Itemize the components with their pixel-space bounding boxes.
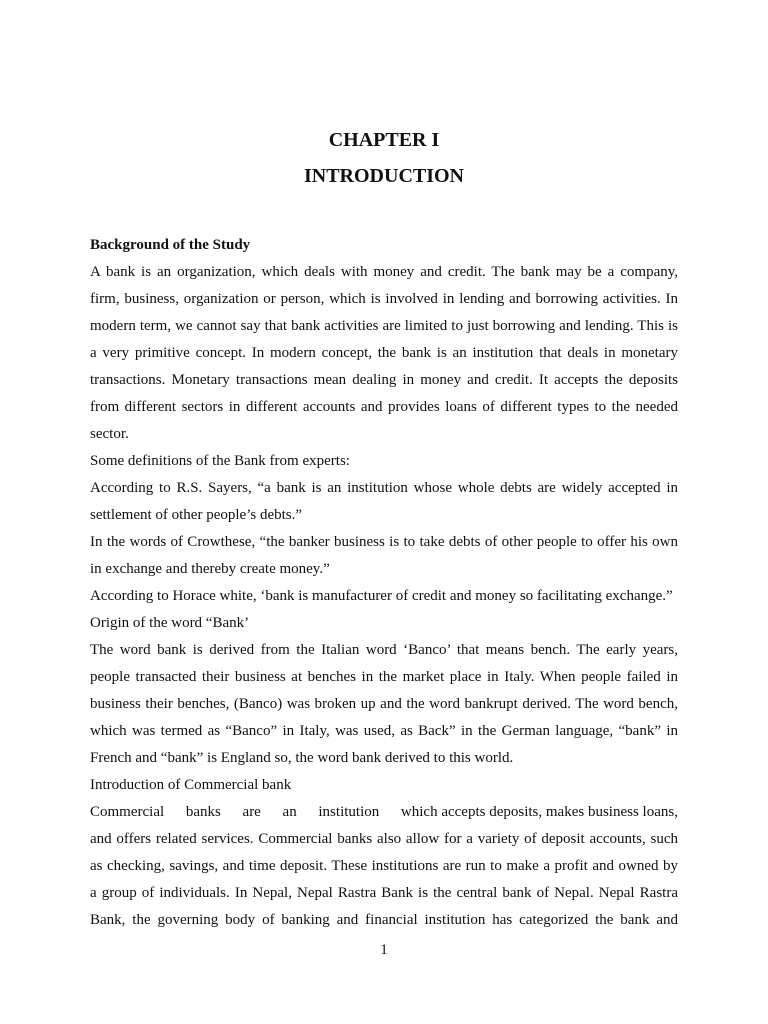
word: institution xyxy=(318,804,380,820)
text-line: French and “bank” is England so, the word bank derived to this world. xyxy=(90,750,514,766)
text-line xyxy=(90,826,678,853)
text-line: settlement of other people’s debts.” xyxy=(90,507,303,523)
section-heading: Background of the Study xyxy=(90,237,251,253)
definitions-intro: Some definitions of the Bank from experts: xyxy=(90,453,350,469)
word: banks xyxy=(185,804,221,820)
line-text: people transacted their business at benches in the market place in Italy. When people failed in xyxy=(90,669,678,685)
word: are xyxy=(242,804,261,820)
line-text: which was termed as “Banco” in Italy, was used, as Back” in the German language, “bank” in xyxy=(90,723,678,739)
commercial-heading: Introduction of Commercial bank xyxy=(90,777,292,793)
page-number: 1 xyxy=(380,942,388,958)
line-text: from different sectors in different accounts and provides loans of different types to the needed xyxy=(90,399,678,415)
text-line xyxy=(90,394,678,421)
text-line xyxy=(90,529,678,556)
quote-crowthese xyxy=(90,529,678,583)
text-line xyxy=(90,664,678,691)
text-line xyxy=(90,340,678,367)
line-text: Bank, the governing body of banking and financial institution has categorized the bank and xyxy=(90,912,678,928)
text-line xyxy=(90,718,678,745)
text-line: in exchange and thereby create money.” xyxy=(90,561,330,577)
chapter-title: INTRODUCTION xyxy=(303,165,465,187)
word: which accepts deposits, makes business loans, xyxy=(400,804,678,820)
text-line-spaced xyxy=(90,799,678,826)
body-text xyxy=(90,232,678,934)
word: Commercial xyxy=(90,804,165,820)
line-text: According to R.S. Sayers, “a bank is an institution whose whole debts are widely accepted in xyxy=(90,480,678,496)
line-text: as checking, savings, and time deposit. These institutions are run to make a profit and owned by xyxy=(90,858,678,874)
word: an xyxy=(282,804,297,820)
text-line xyxy=(90,286,678,313)
paragraph-bank-definition xyxy=(90,259,678,448)
line-text: business their benches, (Banco) was broken up and the word bankrupt derived. The word bench, xyxy=(90,696,678,712)
text-line: sector. xyxy=(90,426,129,442)
origin-heading: Origin of the word “Bank’ xyxy=(90,615,250,631)
paragraph-origin xyxy=(90,637,678,772)
chapter-number: CHAPTER I xyxy=(328,129,440,151)
text-line xyxy=(90,880,678,907)
paragraph-commercial xyxy=(90,799,678,934)
line-text: a group of individuals. In Nepal, Nepal Rastra Bank is the central bank of Nepal. Nepal Rastra xyxy=(90,885,678,901)
line-text: and offers related services. Commercial banks also allow for a variety of deposit accounts, such xyxy=(90,831,678,847)
text-line xyxy=(90,313,678,340)
line-text: a very primitive concept. In modern concept, the bank is an institution that deals in monetary xyxy=(90,345,678,361)
line-text: The word bank is derived from the Italian word ‘Banco’ that means bench. The early years, xyxy=(90,642,678,658)
text-line xyxy=(90,637,678,664)
line-text: In the words of Crowthese, “the banker business is to take debts of other people to offer his own xyxy=(90,534,678,550)
text-line xyxy=(90,853,678,880)
text-line xyxy=(90,367,678,394)
text-line xyxy=(90,691,678,718)
text-line xyxy=(90,259,678,286)
line-text: transactions. Monetary transactions mean dealing in money and credit. It accepts the deposits xyxy=(90,372,678,388)
line-text: modern term, we cannot say that bank activities are limited to just borrowing and lending. This is xyxy=(90,318,678,334)
line-text: firm, business, organization or person, which is involved in lending and borrowing activities. In xyxy=(90,291,678,307)
quote-horace: According to Horace white, ‘bank is manufacturer of credit and money so facilitating exchange.” xyxy=(90,588,673,604)
text-line xyxy=(90,907,678,934)
quote-sayers xyxy=(90,475,678,529)
text-line xyxy=(90,475,678,502)
line-text: A bank is an organization, which deals with money and credit. The bank may be a company, xyxy=(90,264,678,280)
